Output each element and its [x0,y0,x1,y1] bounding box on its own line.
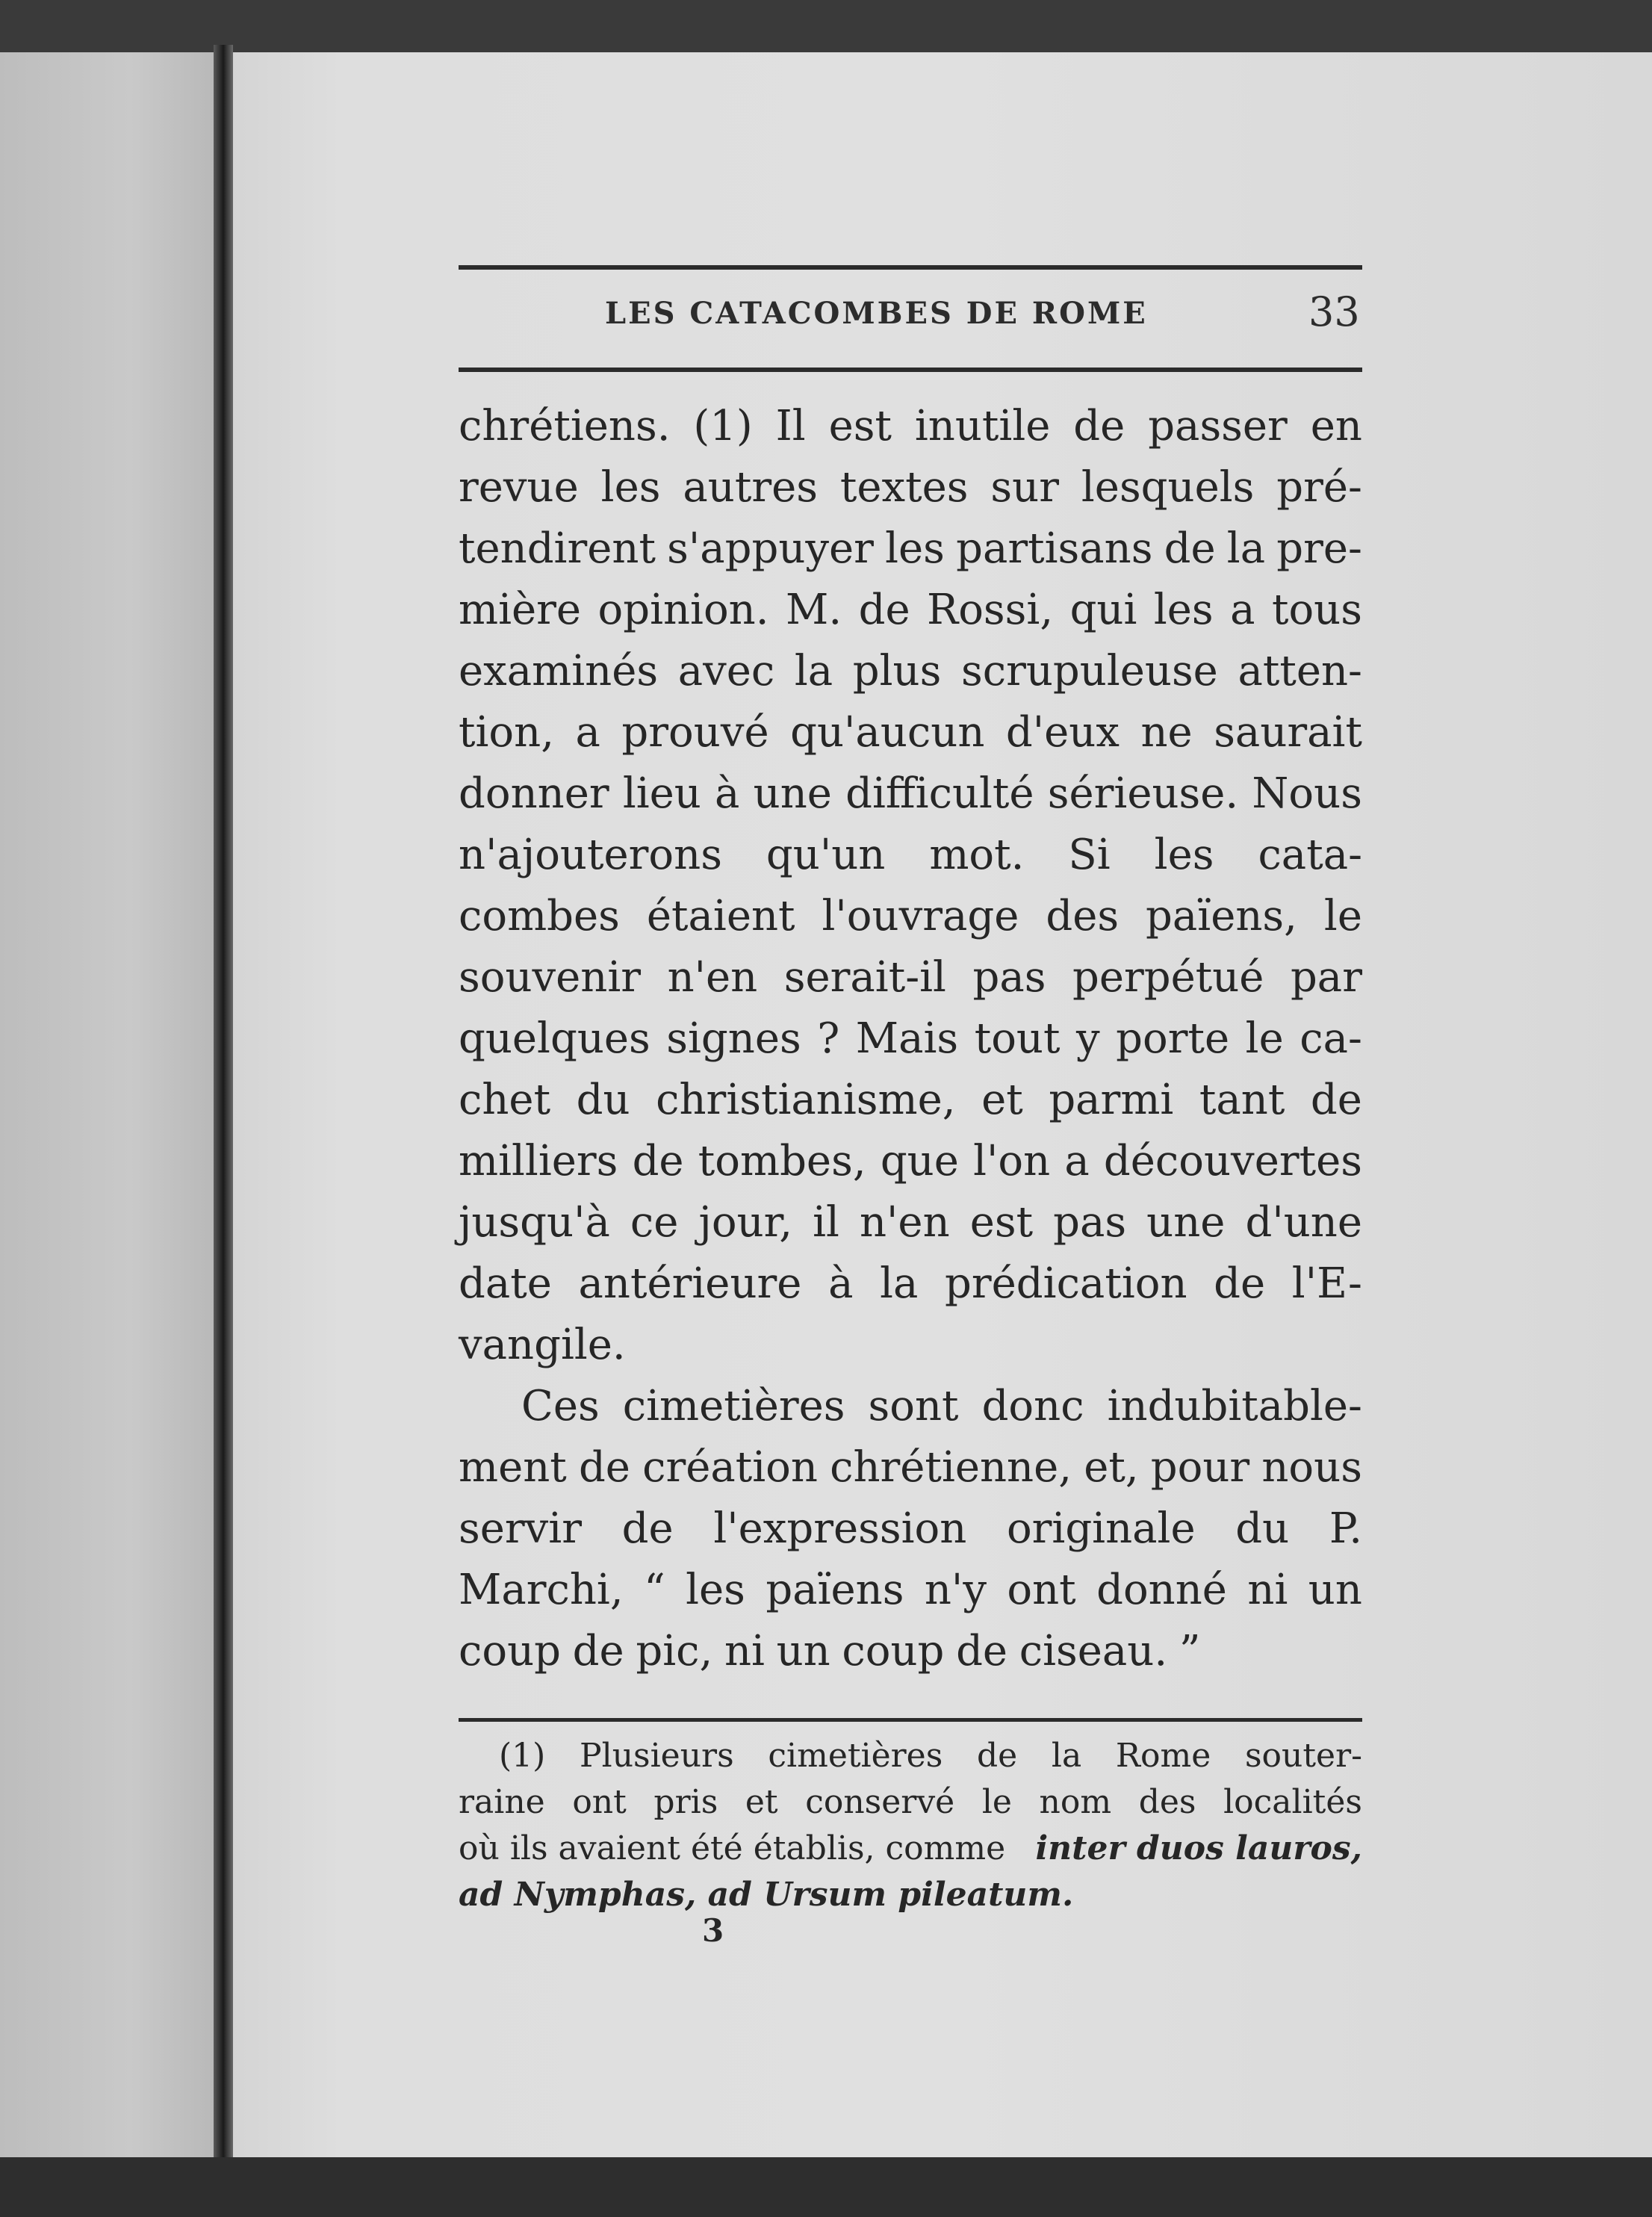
text-line: ment de création chrétienne, et, pour nous [459,1443,1362,1492]
text-line: vangile. [459,1321,626,1369]
text-line: tendirent s'appuyer les partisans de la pre- [459,524,1362,573]
text-line: quelques signes ? Mais tout y porte le ca- [459,1014,1362,1063]
text-line: n'ajouterons qu'un mot. Si les cata- [459,831,1362,879]
footnote-line [459,1826,1362,1872]
text-line: chrétiens. (1) Il est inutile de passer en [459,402,1362,450]
book-gutter [214,45,233,2166]
text-line: jusqu'à ce jour, il n'en est pas une d'une [459,1198,1362,1247]
footnote-text: où ils avaient été établis, comme [459,1829,1006,1867]
scan-border-top [0,0,1652,54]
page-number: 33 [1308,288,1360,335]
body-text [459,396,1362,1682]
footnote-line: (1) Plusieurs cimetières de la Rome souter- [499,1737,1362,1775]
text-line: mière opinion. M. de Rossi, qui les a tous [459,586,1362,634]
header-rule-top [459,265,1362,270]
text-line: date antérieure à la prédication de l'E- [459,1259,1362,1308]
footnote-line [459,1872,1362,1918]
text-line: chet du christianisme, et parmi tant de [459,1076,1362,1124]
text-line: combes étaient l'ouvrage des païens, le [459,892,1362,940]
text-line: milliers de tombes, que l'on a découvertes [459,1137,1362,1185]
signature-mark: 3 [702,1912,724,1949]
text-line: donner lieu à une difficulté sérieuse. Nous [459,769,1362,818]
text-line: examinés avec la plus scrupuleuse atten- [459,647,1362,695]
running-title: LES CATACOMBES DE ROME [605,296,1148,331]
footnote-italic: inter duos lauros, [1035,1829,1362,1867]
footnote-line: raine ont pris et conservé le nom des localités [459,1783,1362,1821]
footnote [459,1733,1362,1918]
header-rule-bottom [459,368,1362,372]
footnote-italic: ad Nymphas, ad Ursum pileatum. [459,1876,1074,1914]
text-line: Marchi, “ les païens n'y ont donné ni un [459,1566,1362,1614]
text-line: servir de l'expression originale du P. [459,1504,1362,1553]
facing-page-edge [0,52,218,2159]
scan-border-bottom [0,2157,1652,2217]
text-line: coup de pic, ni un coup de ciseau. ” [459,1627,1201,1675]
text-line: Ces cimetières sont donc indubitable- [521,1382,1362,1430]
text-line: tion, a prouvé qu'aucun d'eux ne saurait [459,708,1362,757]
footnote-rule [459,1718,1362,1722]
text-line: souvenir n'en serait-il pas perpétué par [459,953,1362,1002]
text-line: revue les autres textes sur lesquels pré- [459,463,1362,512]
